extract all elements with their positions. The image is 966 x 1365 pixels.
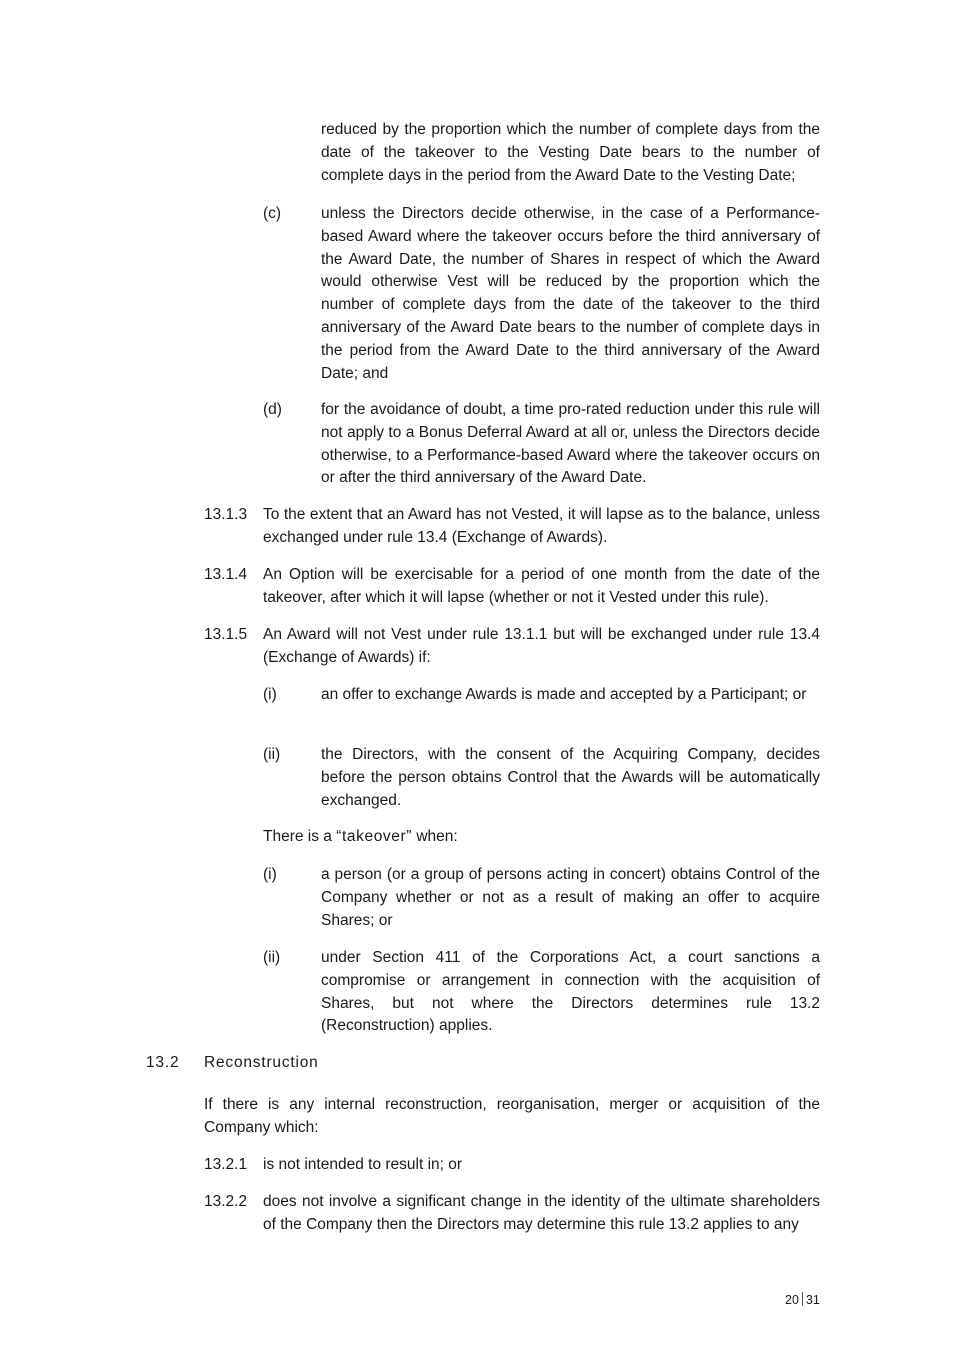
section-13-2-title: Reconstruction: [204, 1054, 319, 1071]
rule-13-1-4-text: An Option will be exercisable for a period of one month from the date of the takeover, after which it will lapse (whether or not it Vested under this rule).: [263, 566, 820, 606]
page-number: [785, 1292, 820, 1308]
clause-c-text: unless the Directors decide otherwise, in the case of a Performance-based Award where the takeover occurs before the third anniversary of the Award Date, the number of Shares in respect of which the Award would otherwise Vest will be reduced by the proportion which the number of complete days from the date of the takeover to the third anniversary of the Award Date bears to the number of complete days in the period from the Award Date to the third anniversary of the Award Date; and: [321, 205, 820, 382]
section-13-2-number: 13.2: [146, 1054, 180, 1071]
rule-13-2-2-label: 13.2.2: [204, 1193, 248, 1210]
rule-13-1-3-text: To the extent that an Award has not Vested, it will lapse as to the balance, unless exchanged under rule 13.4 (Exchange of Awards).: [263, 506, 820, 546]
rule-13-2-1-text: is not intended to result in; or: [263, 1156, 463, 1173]
takeover-suffix: when:: [412, 828, 458, 845]
rule-13-1-4-label: 13.1.4: [204, 566, 248, 583]
takeover-ii-label: (ii): [263, 949, 281, 966]
section-13-2-intro: If there is any internal reconstruction, reorganisation, merger or acquisition of the Company which:: [204, 1096, 820, 1136]
clause-d-label: (d): [263, 401, 282, 418]
rule-13-2-1-label: 13.2.1: [204, 1156, 248, 1173]
page-current: 20: [785, 1293, 799, 1307]
takeover-term: “takeover”: [336, 828, 413, 845]
rule-13-1-5-label: 13.1.5: [204, 626, 248, 643]
rule-13-1-5-ii-label: (ii): [263, 746, 281, 763]
rule-13-1-3-label: 13.1.3: [204, 506, 248, 523]
page-separator: [802, 1292, 803, 1306]
takeover-prefix: There is a: [263, 828, 337, 845]
clause-d-text: for the avoidance of doubt, a time pro-rated reduction under this rule will not apply to a Bonus Deferral Award at all or, unless the Directors decide otherwise, to a Performance-based Award where the takeover occurs on or after the third anniversary of the Award Date.: [321, 401, 820, 487]
takeover-i-text: a person (or a group of persons acting in concert) obtains Control of the Company whether or not as a result of making an offer to acquire Shares; or: [321, 866, 820, 929]
takeover-definition: [263, 826, 820, 849]
clause-c-label: (c): [263, 205, 282, 222]
rule-13-2-2-text: does not involve a significant change in the identity of the ultimate shareholders of the Company then the Directors may determine this rule 13.2 applies to any: [263, 1193, 820, 1233]
clause-b-continuation: reduced by the proportion which the number of complete days from the date of the takeover to the Vesting Date bears to the number of complete days in the period from the Award Date to the Vesting Date;: [321, 121, 820, 184]
takeover-ii-text: under Section 411 of the Corporations Act, a court sanctions a compromise or arrangement in connection with the acquisition of Shares, but not where the Directors determines rule 13.2 (Reconstruction) applies.: [321, 949, 820, 1035]
rule-13-1-5-text: An Award will not Vest under rule 13.1.1 but will be exchanged under rule 13.4 (Exchange of Awards) if:: [263, 626, 820, 666]
page-total: 31: [805, 1293, 820, 1307]
rule-13-1-5-i-text: an offer to exchange Awards is made and accepted by a Participant; or: [321, 686, 807, 703]
rule-13-1-5-i-label: (i): [263, 686, 277, 703]
rule-13-1-5-ii-text: the Directors, with the consent of the Acquiring Company, decides before the person obtains Control that the Awards will be automatically exchanged.: [321, 746, 820, 809]
takeover-i-label: (i): [263, 866, 277, 883]
